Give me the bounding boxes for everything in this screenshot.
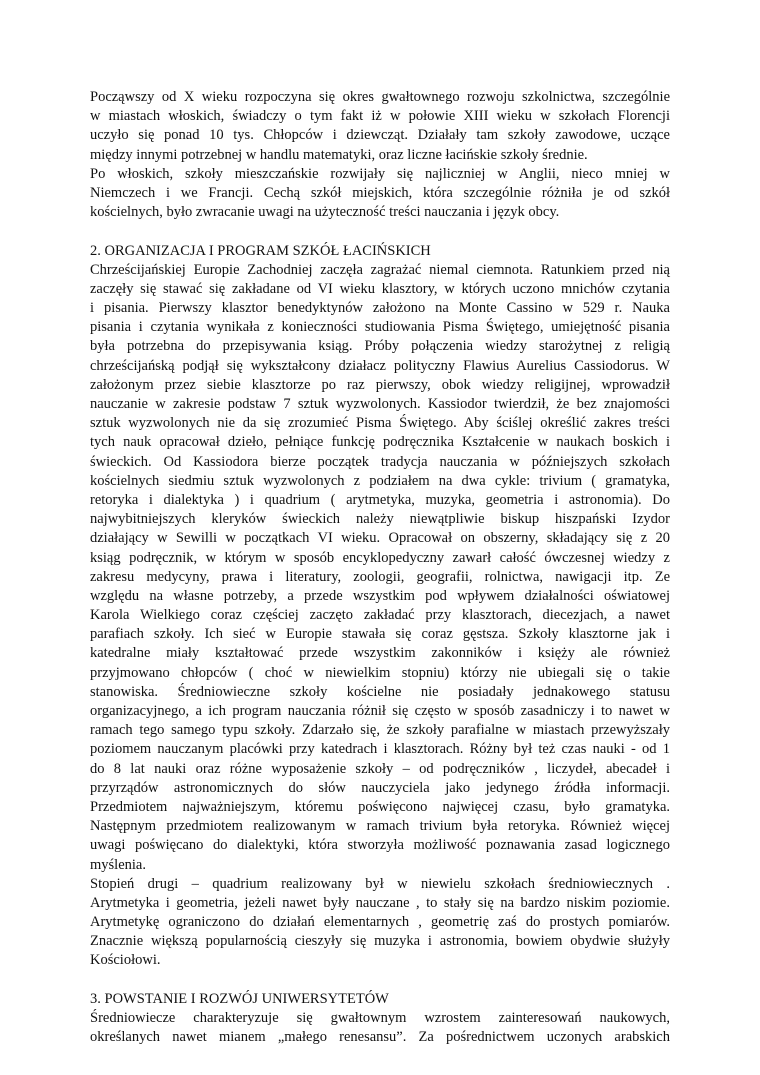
text-line: założonym przez siebie klasztorze po raz pierwszy, obok wiedzy religijnej, wprowadził bbox=[90, 376, 670, 393]
text-line: pisania i czytania wynikała z konieczności studiowania Pisma Świętego, umiejętność pisania bbox=[90, 319, 670, 336]
text-line: najwybitniejszych kleryków świeckich należy niewątpliwie biskup hiszpański Izydor bbox=[90, 511, 670, 528]
text-line: Karola Wielkiego coraz częściej zaczęto zakładać przy klasztorach, diecezjach, a nawet bbox=[90, 607, 670, 624]
text-line: między innymi potrzebnej w handlu matematyki, oraz liczne łacińskie szkoły średnie. bbox=[90, 146, 588, 163]
paragraph-spacer bbox=[90, 222, 670, 241]
text-line: ramach tego samego typu szkoły. Zdarzało się, że szkoły parafialne w miastach przewyższały bbox=[90, 722, 670, 739]
text-line: Począwszy od X wieku rozpoczyna się okres gwałtownego rozwoju szkolnictwa, szczególnie bbox=[90, 89, 670, 105]
text-line: kościelnych, było zwracanie uwagi na użyteczność treści nauczania i język obcy. bbox=[90, 204, 560, 221]
paragraph bbox=[90, 1009, 670, 1047]
text-line: przyjmowano chłopców ( choć w niewielkim stopniu) którzy nie ubiegali się o takie bbox=[90, 664, 670, 681]
text-line: ksiąg podręcznik, w którym w sposób encyklopedyczny zawarł całość ówczesnej wiedzy z bbox=[90, 549, 670, 566]
text-line: i pisania. Pierwszy klasztor benedyktynów założono na Monte Cassino w 529 r. Nauka bbox=[90, 300, 670, 317]
text-line: myślenia. bbox=[90, 856, 146, 873]
paragraph bbox=[90, 261, 670, 875]
text-line: Arytmetykę ograniczono do działań elementarnych , geometrię zaś do prostych pomiarów. bbox=[90, 914, 670, 931]
text-line: tych nauk opracował dzieło, pełniące funkcję podręcznika Kształcenie w naukach boskich i bbox=[90, 434, 670, 451]
text-line: Następnym przedmiotem realizowanym w ramach trivium była retoryka. Również więcej bbox=[90, 818, 670, 835]
text-line: Średniowiecze charakteryzuje się gwałtownym wzrostem zainteresowań naukowych, bbox=[90, 1010, 670, 1026]
paragraph bbox=[90, 875, 670, 971]
text-line: do 8 lat nauki oraz różne wyposażenie szkoły – od podręczników , liczydeł, abecadeł i bbox=[90, 760, 670, 777]
text-line: Chrześcijańskiej Europie Zachodniej zaczęła zagrażać niemal ciemnota. Ratunkiem przed nią bbox=[90, 261, 670, 278]
text-line: Arytmetyka i geometria, jeżeli nawet były nauczane , to stały się na bardzo niskim poziomie. bbox=[90, 894, 670, 911]
text-line: Kościołowi. bbox=[90, 952, 161, 969]
text-line: Po włoskich, szkoły mieszczańskie rozwijały się najliczniej w Anglii, nieco mniej w bbox=[90, 165, 670, 182]
text-line: organizacyjnego, a ich program nauczania różnił się często w sposób zasadniczy i to nawet w bbox=[90, 703, 670, 719]
text-line: Stopień drugi – quadrium realizowany był w niewielu szkołach średniowiecznych . bbox=[90, 875, 670, 892]
paragraph-spacer bbox=[90, 971, 670, 990]
text-line: działający w Sewilli w początkach VI wieku. Opracował on obszerny, składający się z 20 bbox=[90, 530, 670, 547]
text-line: uwagi poświęcano do dialektyki, która stworzyła możliwość poznawania zasad logicznego bbox=[90, 837, 670, 854]
text-line: Przedmiotem najważniejszym, któremu poświęcono najwięcej czasu, było gramatyka. bbox=[90, 798, 670, 815]
text-line: nauczanie w zakresie podstaw 7 sztuk wyzwolonych. Kassiodor twierdził, że bez znajomości bbox=[90, 396, 670, 412]
text-line: retoryka i dialektyka ) i quadrium ( arytmetyka, muzyka, geometria i astronomia). Do bbox=[90, 491, 670, 508]
paragraph bbox=[90, 88, 670, 165]
text-line: stanowiska. Średniowieczne szkoły kościelne nie posiadały jednakowego statusu bbox=[90, 683, 670, 700]
text-line: przyrządów astronomicznych do słów nauczyciela jako jedynego źródła informacji. bbox=[90, 779, 670, 796]
text-line: parafiach szkoły. Ich sieć w Europie stawała się coraz gęstsza. Szkoły klasztorne jak i bbox=[90, 626, 670, 643]
text-line: sztuk wyzwolonych nie da się zrozumieć Pisma Świętego. Aby ściślej określić zakres treści bbox=[90, 415, 670, 432]
text-line: określanych nawet mianem „małego renesansu”. Za pośrednictwem uczonych arabskich bbox=[90, 1029, 670, 1046]
text-line: zakresu medycyny, prawa i literatury, zoologii, geografii, rolnictwa, nawigacji itp. Ze bbox=[90, 568, 670, 585]
text-line: względu na własne potrzeby, a przede wszystkim pod wpływem działalności oświatowej bbox=[90, 587, 670, 604]
heading-text: 2. ORGANIZACJA I PROGRAM SZKÓŁ ŁACIŃSKICH bbox=[90, 242, 431, 259]
paragraph bbox=[90, 165, 670, 223]
text-line: świeckich. Od Kassiodora bierze początek tradycja nauczania w późniejszych szkołach bbox=[90, 453, 670, 470]
text-line: kościelnych siedmiu sztuk wyzwolonych z podziałem na dwa cykle: trivium ( gramatyka, bbox=[90, 472, 670, 489]
section-heading bbox=[90, 990, 670, 1009]
text-line: zaczęły się stawać się zakładane od VI wieku klasztory, w których uczono mnichów czytania bbox=[90, 280, 670, 297]
text-line: w miastach włoskich, świadczy o tym fakt iż w połowie XIII wieku w szkołach Florencji bbox=[90, 108, 670, 125]
text-line: była potrzebna do przepisywania ksiąg. Próby połączenia wiedzy starożytnej z religią bbox=[90, 338, 670, 355]
text-line: poziomem nauczanym placówki przy katedrach i klasztorach. Różny był też czas nauki - od 1 bbox=[90, 741, 670, 758]
text-line: chrześcijańską podjął się wykształcony działacz polityczny Flawius Aurelius Cassiodorus. W bbox=[90, 357, 670, 374]
text-line: Znacznie większą popularnością cieszyły się muzyka i astronomia, bowiem obydwie służyły bbox=[90, 933, 670, 950]
section-heading bbox=[90, 242, 670, 261]
text-line: katedralne miały kształtować przede wszystkim zakonników i księży ale również bbox=[90, 645, 670, 662]
text-line: uczyło się ponad 10 tys. Chłopców i dziewcząt. Działały tam szkoły zawodowe, uczące bbox=[90, 127, 670, 144]
text-line: Niemczech i we Francji. Cechą szkół miejskich, która szczególnie różniła je od szkół bbox=[90, 184, 670, 201]
heading-text: 3. POWSTANIE I ROZWÓJ UNIWERSYTETÓW bbox=[90, 990, 389, 1007]
